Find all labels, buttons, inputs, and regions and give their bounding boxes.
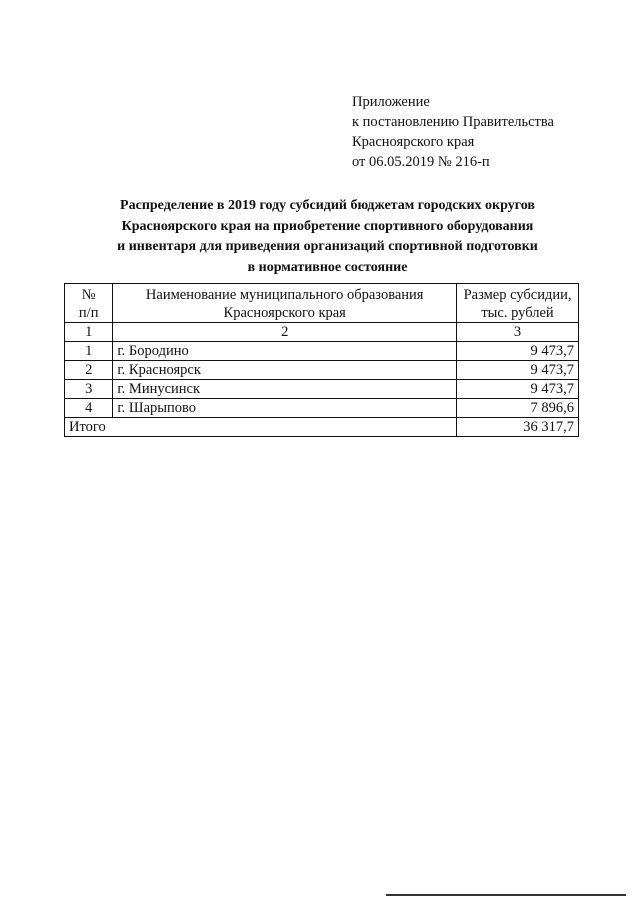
title-line: и инвентаря для приведения организаций спортивной подготовки xyxy=(117,239,538,254)
row-amount: 7 896,6 xyxy=(457,399,579,418)
row-amount: 9 473,7 xyxy=(457,361,579,380)
title-line: Распределение в 2019 году субсидий бюджетам городских округов xyxy=(120,198,535,213)
total-label: Итого xyxy=(65,418,457,437)
row-municipality: г. Минусинск xyxy=(113,380,457,399)
row-num: 3 xyxy=(65,380,113,399)
header-amount-label: Размер субсидии, xyxy=(463,287,572,303)
table-header-row xyxy=(65,284,579,323)
appendix-block xyxy=(352,92,554,172)
footer-rule xyxy=(386,894,626,896)
table-row xyxy=(65,361,579,380)
table-row xyxy=(65,399,579,418)
header-amount-cell xyxy=(457,284,579,323)
subsidy-table xyxy=(64,283,579,437)
column-number: 1 xyxy=(65,323,113,342)
appendix-line: от 06.05.2019 № 216-п xyxy=(352,154,490,170)
table-row xyxy=(65,342,579,361)
column-number: 2 xyxy=(113,323,457,342)
row-num: 1 xyxy=(65,342,113,361)
appendix-line: Красноярского края xyxy=(352,134,475,150)
row-num: 2 xyxy=(65,361,113,380)
header-num-label: № xyxy=(81,287,96,303)
row-municipality: г. Шарыпово xyxy=(113,399,457,418)
header-name-cell xyxy=(113,284,457,323)
column-number: 3 xyxy=(457,323,579,342)
table-row xyxy=(65,380,579,399)
total-row xyxy=(65,418,579,437)
header-name-sublabel: Красноярского края xyxy=(223,305,346,321)
title-line: в нормативное состояние xyxy=(247,259,408,275)
appendix-line: Приложение xyxy=(352,94,430,110)
row-amount: 9 473,7 xyxy=(457,380,579,399)
header-num-sublabel: п/п xyxy=(78,305,99,321)
document-title xyxy=(60,196,595,278)
row-num: 4 xyxy=(65,399,113,418)
header-amount-sublabel: тыс. рублей xyxy=(481,305,554,321)
column-number-row xyxy=(65,323,579,342)
header-name-label: Наименование муниципального образования xyxy=(145,287,424,303)
title-line: Красноярского края на приобретение спортивного оборудования xyxy=(121,218,534,234)
row-amount: 9 473,7 xyxy=(457,342,579,361)
row-municipality: г. Красноярск xyxy=(113,361,457,380)
appendix-line: к постановлению Правительства xyxy=(352,114,554,130)
row-municipality: г. Бородино xyxy=(113,342,457,361)
total-amount: 36 317,7 xyxy=(457,418,579,437)
header-num-cell xyxy=(65,284,113,323)
